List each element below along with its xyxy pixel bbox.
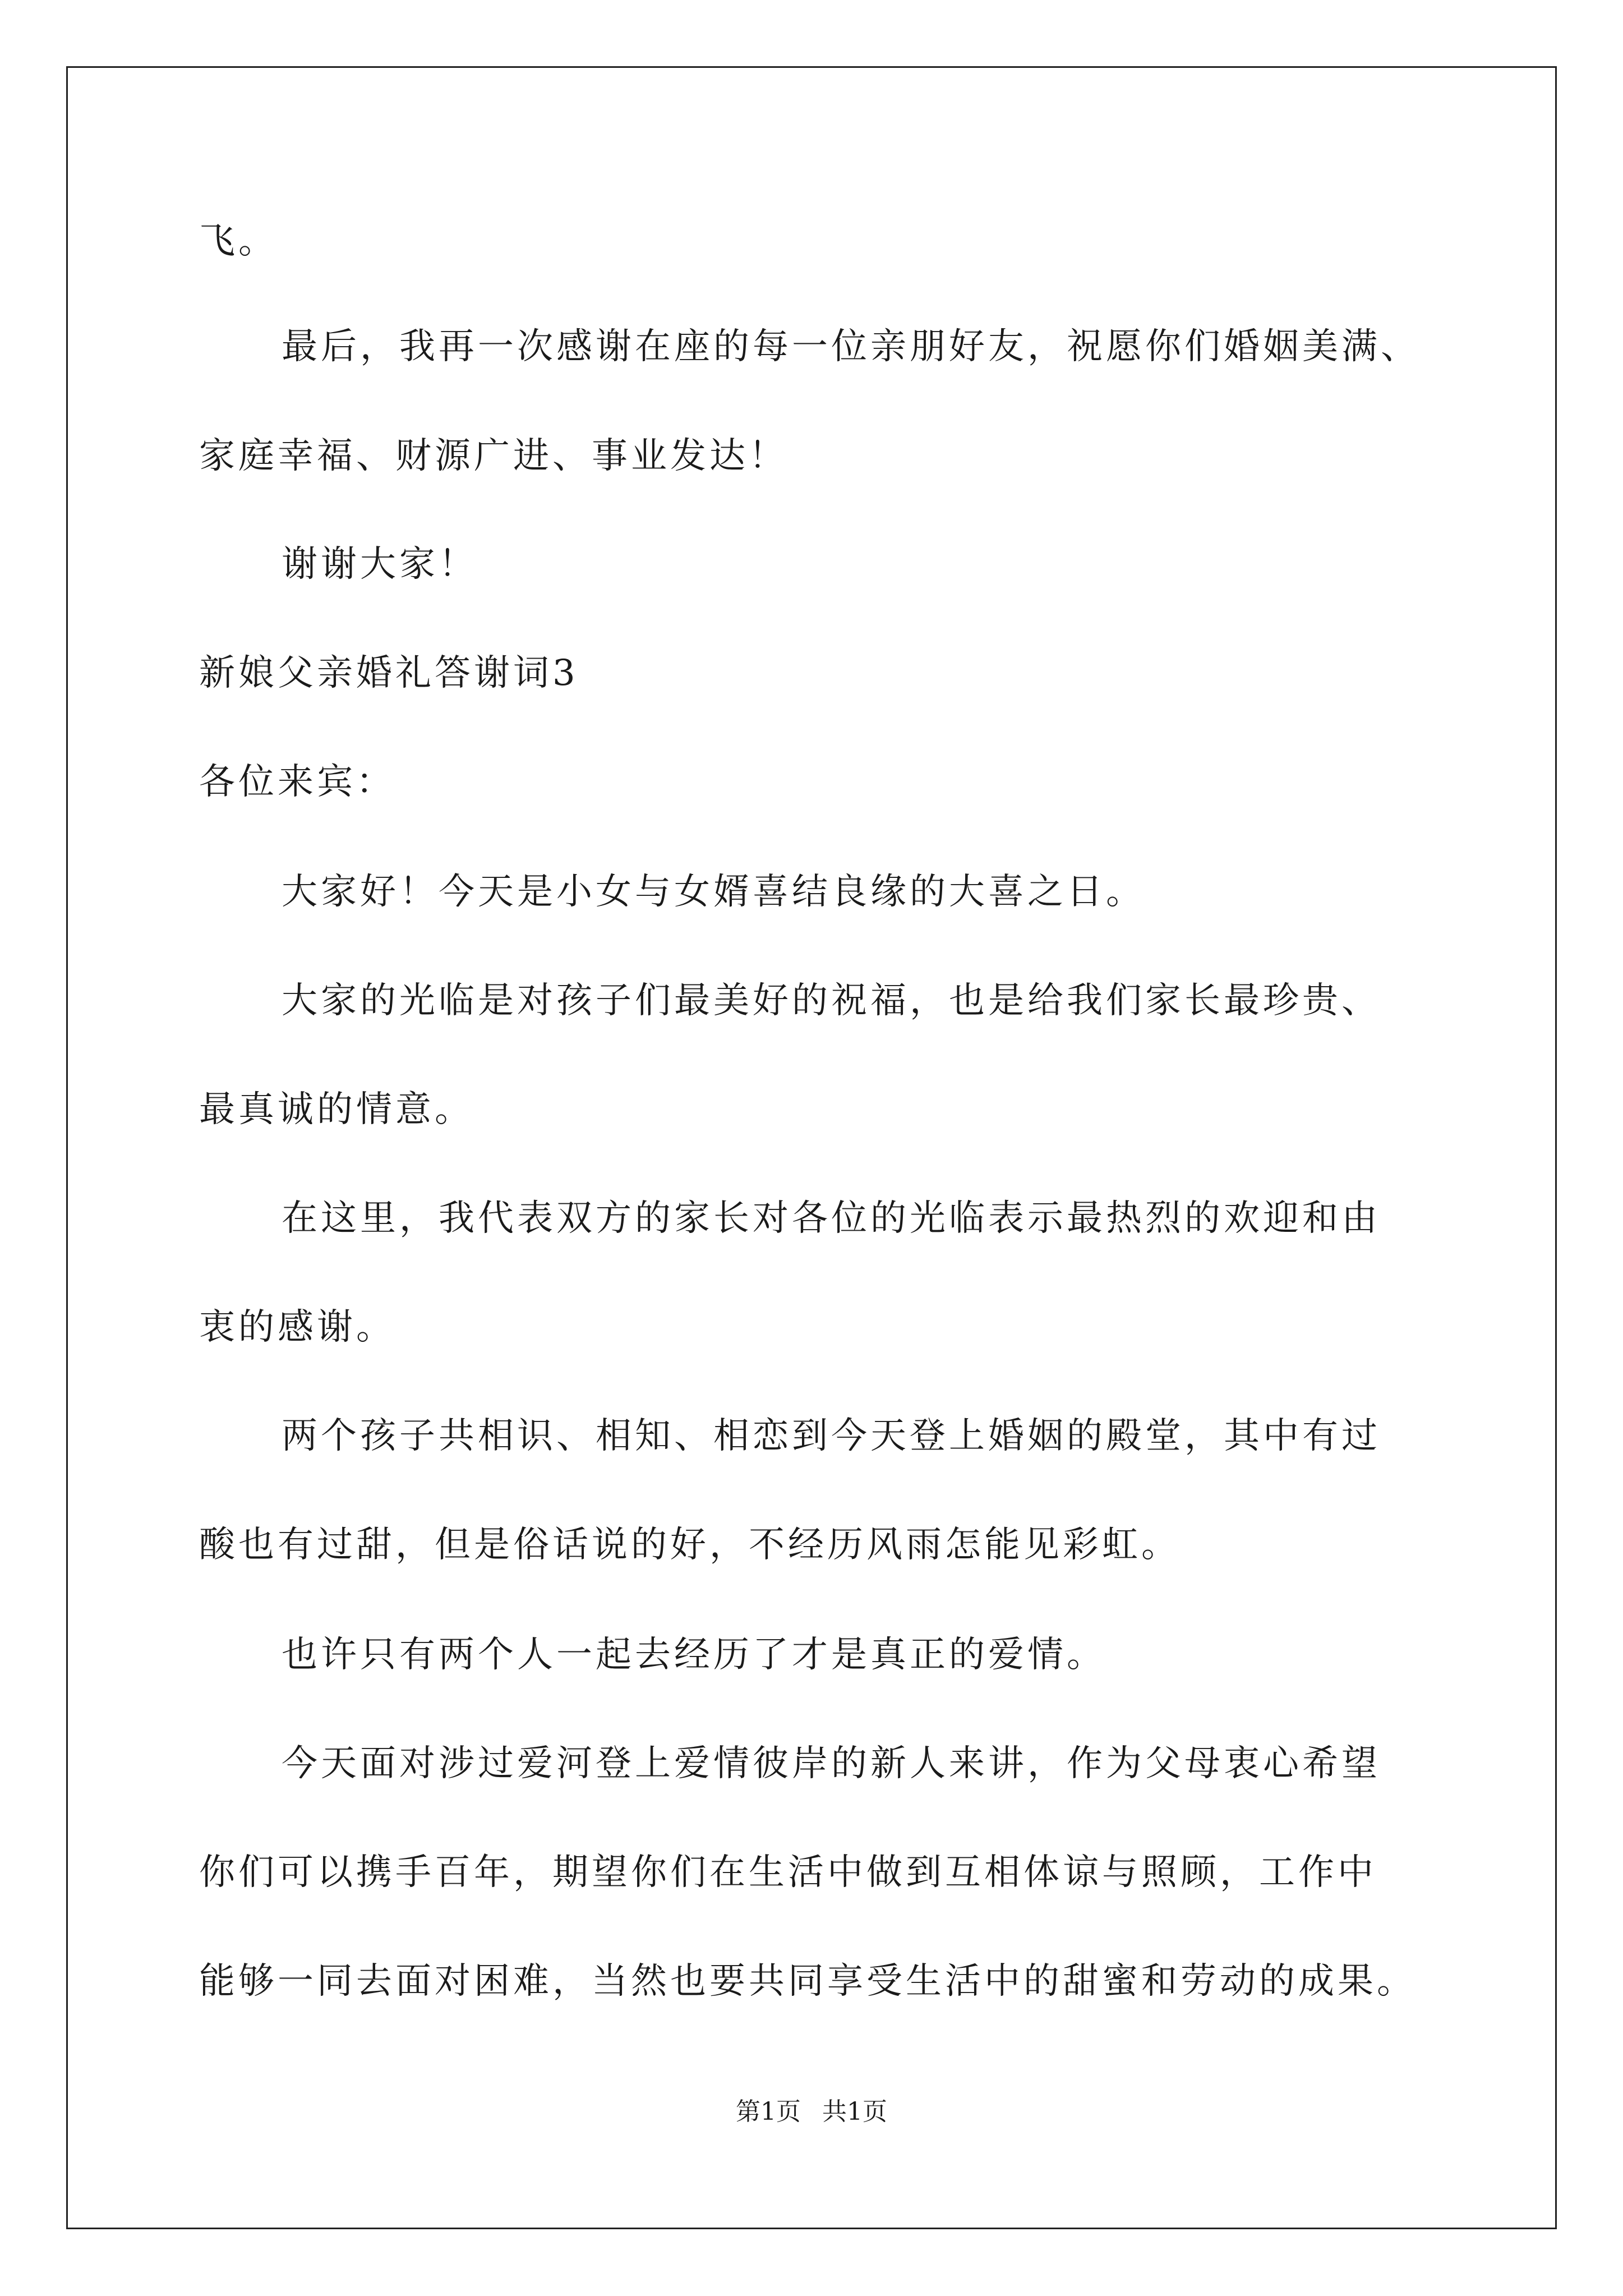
text-line: 两个孩子共相识、相知、相恋到今天登上婚姻的殿堂，其中有过 (282, 1415, 1381, 1457)
page-footer (0, 2095, 1623, 2129)
text-line: 大家好！今天是小女与女婿喜结良缘的大喜之日。 (282, 871, 1145, 913)
text-line: 在这里，我代表双方的家长对各位的光临表示最热烈的欢迎和由 (282, 1198, 1381, 1239)
page-number: 第1页 (736, 2097, 801, 2126)
salutation: 各位来宾： (199, 761, 395, 803)
text-line: 酸也有过甜，但是俗话说的好，不经历风雨怎能见彩虹。 (199, 1524, 1181, 1566)
text-line: 能够一同去面对困难，当然也要共同享受生活中的甜蜜和劳动的成果。 (199, 1961, 1416, 2002)
section-heading: 新娘父亲婚礼答谢词3 (199, 652, 579, 694)
text-line: 家庭幸福、财源广进、事业发达！ (199, 435, 788, 477)
page-total: 共1页 (822, 2097, 887, 2126)
text-line: 衷的感谢。 (199, 1306, 395, 1348)
text-line: 飞。 (199, 220, 278, 262)
text-line: 今天面对涉过爱河登上爱情彼岸的新人来讲，作为父母衷心希望 (282, 1743, 1381, 1784)
text-line: 你们可以携手百年，期望你们在生活中做到互相体谅与照顾，工作中 (199, 1852, 1377, 1893)
text-line: 最真诚的情意。 (199, 1089, 474, 1130)
page-border (66, 66, 1557, 2229)
text-line: 谢谢大家！ (282, 544, 478, 585)
text-line: 也许只有两个人一起去经历了才是真正的爱情。 (282, 1634, 1106, 1676)
text-line: 最后，我再一次感谢在座的每一位亲朋好友，祝愿你们婚姻美满、 (282, 326, 1420, 367)
text-line: 大家的光临是对孩子们最美好的祝福，也是给我们家长最珍贵、 (282, 980, 1381, 1022)
